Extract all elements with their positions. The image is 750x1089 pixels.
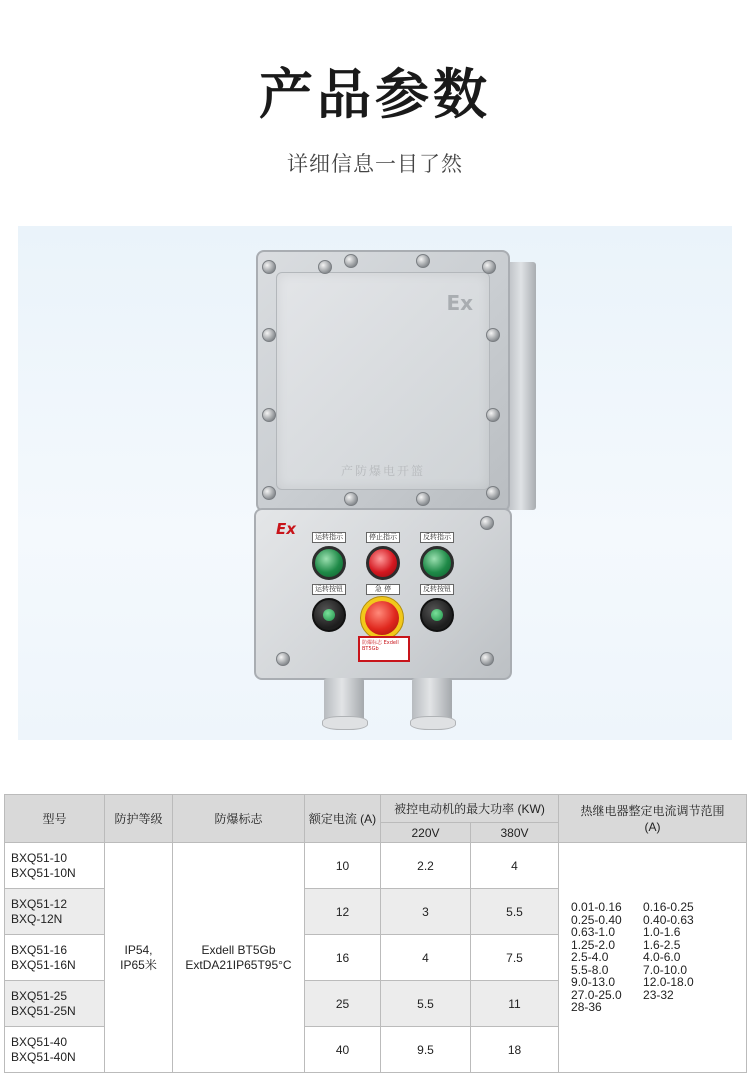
bolt-icon [262,260,276,274]
range-value: 1.6-2.5 [643,937,681,952]
range-value: 0.40-0.63 [643,912,694,927]
range-value: 5.5-8.0 [571,962,609,977]
table-row [5,843,747,889]
header-rated-current: 额定电流 (A) [305,795,381,843]
range-value: 0.16-0.25 [643,900,694,915]
range-value: 7.0-10.0 [643,962,688,977]
power-380-cell: 11 [471,981,559,1027]
bolt-icon [486,408,500,422]
range-value: 23-32 [643,987,674,1002]
upper-enclosure [256,250,510,512]
bolt-icon [416,492,430,506]
page-title: 产品参数 [259,63,491,126]
bolt-icon [482,260,496,274]
ex-logo: Ex [446,291,473,315]
bolt-icon [344,492,358,506]
range-value [643,1001,723,1014]
cable-gland [412,678,452,726]
power-220-cell: 9.5 [381,1027,471,1073]
power-380-cell: 5.5 [471,889,559,935]
bolt-icon [344,254,358,268]
nameplate: 防爆标志 Exdell BT5Gb [358,636,410,662]
current-cell: 16 [305,935,381,981]
model-cell: BXQ51-25 BXQ51-25N [5,981,105,1027]
range-value: 2.5-4.0 [571,950,609,965]
label-forward-button: 运转按钮 [312,584,346,595]
power-220-cell: 4 [381,935,471,981]
forward-button [312,598,346,632]
protection-cell: IP54, IP65米 [105,843,173,1073]
emergency-stop-button [360,596,404,640]
bolt-icon [416,254,430,268]
range-value: 1.25-2.0 [571,937,616,952]
bolt-icon [486,486,500,500]
range-value: 28-36 [571,1000,602,1015]
reverse-button [420,598,454,632]
product-photo [18,226,732,740]
power-220-cell: 2.2 [381,843,471,889]
label-forward-indicator: 运转指示 [312,532,346,543]
bolt-icon [276,652,290,666]
header-380v: 380V [471,823,559,843]
header-220v: 220V [381,823,471,843]
header-protection: 防护等级 [105,795,173,843]
forward-indicator-lamp [312,546,346,580]
label-stop-indicator: 停止指示 [366,532,400,543]
range-grid [571,901,746,1014]
range-value: 0.01-0.16 [571,900,622,915]
model-cell: BXQ51-16 BXQ51-16N [5,935,105,981]
spec-table [4,794,747,1073]
current-cell: 40 [305,1027,381,1073]
bolt-icon [480,652,494,666]
bolt-icon [318,260,332,274]
label-emergency-stop: 急 停 [366,584,400,595]
header-explosion-mark: 防爆标志 [173,795,305,843]
bolt-icon [486,328,500,342]
power-380-cell: 18 [471,1027,559,1073]
mounting-bracket [506,262,536,510]
thermal-range-cell [559,843,747,1073]
range-value: 1.0-1.6 [643,925,681,940]
range-value: 9.0-13.0 [571,975,616,990]
header-thermal-range: 热继电器整定电流调节范围 (A) [559,795,747,843]
power-220-cell: 5.5 [381,981,471,1027]
power-220-cell: 3 [381,889,471,935]
range-value: 27.0-25.0 [571,987,622,1002]
bolt-icon [262,328,276,342]
ex-red-logo: Ex [276,520,296,538]
bolt-icon [262,486,276,500]
range-value: 4.0-6.0 [643,950,681,965]
explosion-mark-cell: Exdell BT5Gb ExtDA21IP65T95°C [173,843,305,1073]
bolt-icon [480,516,494,530]
current-cell: 25 [305,981,381,1027]
power-380-cell: 7.5 [471,935,559,981]
range-value: 12.0-18.0 [643,975,694,990]
model-cell: BXQ51-40 BXQ51-40N [5,1027,105,1073]
emergency-stop-cap [365,601,399,635]
label-reverse-indicator: 反转指示 [420,532,454,543]
model-cell: BXQ51-12 BXQ-12N [5,889,105,935]
page-subtitle: 详细信息一目了然 [287,152,463,176]
range-value: 0.63-1.0 [571,925,616,940]
header-model: 型号 [5,795,105,843]
power-380-cell: 4 [471,843,559,889]
upper-cover-panel [276,272,490,490]
current-cell: 10 [305,843,381,889]
label-reverse-button: 反转按钮 [420,584,454,595]
range-value: 0.25-0.40 [571,912,622,927]
reverse-indicator-lamp [420,546,454,580]
model-cell: BXQ51-10 BXQ51-10N [5,843,105,889]
stop-indicator-lamp [366,546,400,580]
upper-caption: 产防爆电开篮 [340,464,425,478]
current-cell: 12 [305,889,381,935]
bolt-icon [262,408,276,422]
header-max-power: 被控电动机的最大功率 (KW) [381,795,559,823]
cable-gland [324,678,364,726]
lower-control-enclosure [254,508,512,680]
